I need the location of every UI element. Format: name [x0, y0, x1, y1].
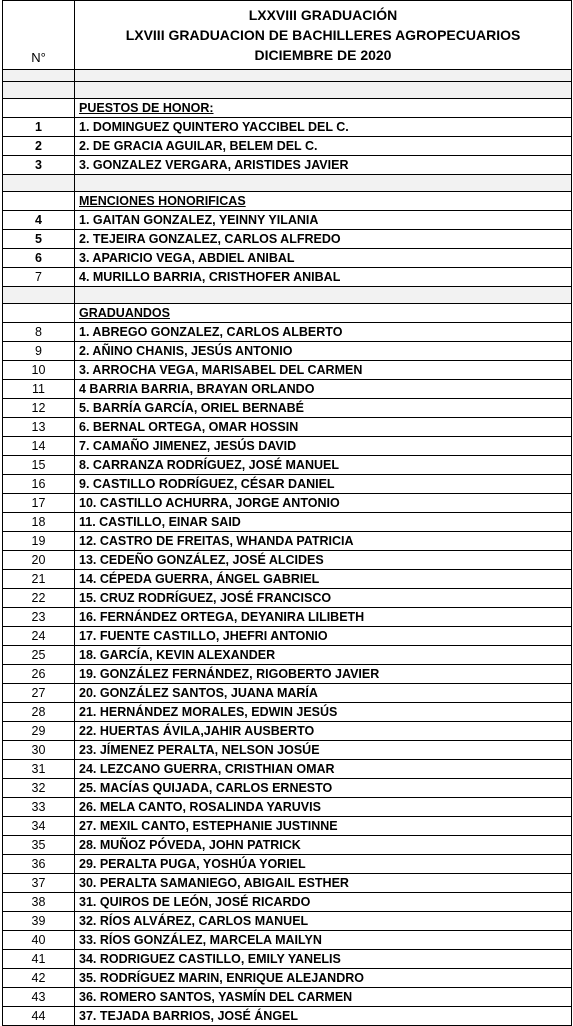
- row-number-cell[interactable]: 15: [3, 456, 75, 475]
- student-name-cell[interactable]: 13. CEDEÑO GONZÁLEZ, JOSÉ ALCIDES: [75, 551, 572, 570]
- table-row: [3, 268, 572, 287]
- table-row: [3, 931, 572, 950]
- student-name-cell[interactable]: 12. CASTRO DE FREITAS, WHANDA PATRICIA: [75, 532, 572, 551]
- row-number-cell[interactable]: 11: [3, 380, 75, 399]
- row-number-cell[interactable]: 8: [3, 323, 75, 342]
- table-row: [3, 399, 572, 418]
- row-number-cell[interactable]: 2: [3, 137, 75, 156]
- table-row: [3, 969, 572, 988]
- row-number-cell[interactable]: 41: [3, 950, 75, 969]
- title-line-3: DICIEMBRE DE 2020: [254, 47, 392, 63]
- row-number-cell[interactable]: 14: [3, 437, 75, 456]
- table-row: [3, 760, 572, 779]
- row-number-cell[interactable]: 20: [3, 551, 75, 570]
- student-name-cell[interactable]: 18. GARCÍA, KEVIN ALEXANDER: [75, 646, 572, 665]
- row-number-cell[interactable]: 23: [3, 608, 75, 627]
- student-name-cell[interactable]: 3. GONZALEZ VERGARA, ARISTIDES JAVIER: [75, 156, 572, 175]
- row-number-cell[interactable]: 19: [3, 532, 75, 551]
- row-number-cell[interactable]: 35: [3, 836, 75, 855]
- table-row: [3, 722, 572, 741]
- row-number-cell[interactable]: 12: [3, 399, 75, 418]
- header-row: [3, 1, 572, 70]
- row-number-cell[interactable]: 24: [3, 627, 75, 646]
- empty-cell[interactable]: [3, 175, 75, 192]
- row-number-cell[interactable]: 30: [3, 741, 75, 760]
- row-number-cell[interactable]: 21: [3, 570, 75, 589]
- table-row: [3, 608, 572, 627]
- table-row: [3, 779, 572, 798]
- table-row: [3, 230, 572, 249]
- row-number-cell[interactable]: 44: [3, 1007, 75, 1026]
- table-row: [3, 855, 572, 874]
- number-column-header[interactable]: N°: [3, 1, 75, 70]
- table-row: [3, 684, 572, 703]
- table-row: [3, 137, 572, 156]
- row-number-cell[interactable]: 16: [3, 475, 75, 494]
- student-name-cell[interactable]: 25. MACÍAS QUIJADA, CARLOS ERNESTO: [75, 779, 572, 798]
- row-number-cell[interactable]: 3: [3, 156, 75, 175]
- spacer-row: [3, 82, 572, 99]
- row-number-cell[interactable]: 26: [3, 665, 75, 684]
- student-name-cell[interactable]: 2. DE GRACIA AGUILAR, BELEM DEL C.: [75, 137, 572, 156]
- empty-cell[interactable]: [3, 99, 75, 118]
- student-name-cell[interactable]: 26. MELA CANTO, ROSALINDA YARUVIS: [75, 798, 572, 817]
- table-row: [3, 874, 572, 893]
- row-number-cell[interactable]: 6: [3, 249, 75, 268]
- table-row: [3, 912, 572, 931]
- row-number-cell[interactable]: 31: [3, 760, 75, 779]
- student-name-cell[interactable]: 33. RÍOS GONZÁLEZ, MARCELA MAILYN: [75, 931, 572, 950]
- row-number-cell[interactable]: 43: [3, 988, 75, 1007]
- table-row: [3, 950, 572, 969]
- title-cell[interactable]: [75, 1, 572, 70]
- empty-cell[interactable]: [75, 82, 572, 99]
- spacer-row: [3, 175, 572, 192]
- student-name-cell[interactable]: 35. RODRÍGUEZ MARIN, ENRIQUE ALEJANDRO: [75, 969, 572, 988]
- title-line-1: LXXVIII GRADUACIÓN: [248, 7, 398, 23]
- row-number-cell[interactable]: 42: [3, 969, 75, 988]
- row-number-cell[interactable]: 4: [3, 211, 75, 230]
- row-number-cell[interactable]: 34: [3, 817, 75, 836]
- student-name-cell[interactable]: 9. CASTILLO RODRÍGUEZ, CÉSAR DANIEL: [75, 475, 572, 494]
- row-number-cell[interactable]: 39: [3, 912, 75, 931]
- row-number-cell[interactable]: 38: [3, 893, 75, 912]
- row-number-cell[interactable]: 32: [3, 779, 75, 798]
- row-number-cell[interactable]: 33: [3, 798, 75, 817]
- row-number-cell[interactable]: 7: [3, 268, 75, 287]
- student-name-cell[interactable]: 28. MUÑOZ PÓVEDA, JOHN PATRICK: [75, 836, 572, 855]
- table-row: [3, 211, 572, 230]
- student-name-cell[interactable]: 3. ARROCHA VEGA, MARISABEL DEL CARMEN: [75, 361, 572, 380]
- table-row: [3, 418, 572, 437]
- graduation-table: [2, 0, 572, 1026]
- table-row: [3, 118, 572, 137]
- row-number-cell[interactable]: 18: [3, 513, 75, 532]
- section-heading-graduandos[interactable]: GRADUANDOS: [75, 304, 572, 323]
- table-row: [3, 893, 572, 912]
- student-name-cell[interactable]: 2. AÑINO CHANIS, JESÚS ANTONIO: [75, 342, 572, 361]
- student-name-cell[interactable]: 5. BARRÍA GARCÍA, ORIEL BERNABÉ: [75, 399, 572, 418]
- row-number-cell[interactable]: 1: [3, 118, 75, 137]
- table-row: [3, 323, 572, 342]
- student-name-cell[interactable]: 4 BARRIA BARRIA, BRAYAN ORLANDO: [75, 380, 572, 399]
- table-row: [3, 513, 572, 532]
- table-row: [3, 156, 572, 175]
- row-number-cell[interactable]: 29: [3, 722, 75, 741]
- empty-cell[interactable]: [75, 287, 572, 304]
- table-row: [3, 798, 572, 817]
- section-heading-menciones[interactable]: MENCIONES HONORIFICAS: [75, 192, 572, 211]
- student-name-cell[interactable]: 30. PERALTA SAMANIEGO, ABIGAIL ESTHER: [75, 874, 572, 893]
- table-row: [3, 249, 572, 268]
- row-number-cell[interactable]: 17: [3, 494, 75, 513]
- student-name-cell[interactable]: 7. CAMAÑO JIMENEZ, JESÚS DAVID: [75, 437, 572, 456]
- student-name-cell[interactable]: 15. CRUZ RODRÍGUEZ, JOSÉ FRANCISCO: [75, 589, 572, 608]
- student-name-cell[interactable]: 11. CASTILLO, EINAR SAID: [75, 513, 572, 532]
- empty-cell[interactable]: [75, 70, 572, 82]
- student-name-cell[interactable]: 3. APARICIO VEGA, ABDIEL ANIBAL: [75, 249, 572, 268]
- student-name-cell[interactable]: 1. DOMINGUEZ QUINTERO YACCIBEL DEL C.: [75, 118, 572, 137]
- empty-cell[interactable]: [3, 287, 75, 304]
- table-row: [3, 475, 572, 494]
- student-name-cell[interactable]: 37. TEJADA BARRIOS, JOSÉ ÁNGEL: [75, 1007, 572, 1026]
- table-row: [3, 494, 572, 513]
- student-name-cell[interactable]: 36. ROMERO SANTOS, YASMÍN DEL CARMEN: [75, 988, 572, 1007]
- empty-cell[interactable]: [3, 70, 75, 82]
- student-name-cell[interactable]: 21. HERNÁNDEZ MORALES, EDWIN JESÚS: [75, 703, 572, 722]
- empty-cell[interactable]: [3, 304, 75, 323]
- table-row: [3, 741, 572, 760]
- section-heading-honor[interactable]: PUESTOS DE HONOR:: [75, 99, 572, 118]
- spacer-row: [3, 70, 572, 82]
- student-name-cell[interactable]: 31. QUIROS DE LEÓN, JOSÉ RICARDO: [75, 893, 572, 912]
- table-row: [3, 551, 572, 570]
- section-honor-row: [3, 99, 572, 118]
- table-row: [3, 456, 572, 475]
- row-number-cell[interactable]: 27: [3, 684, 75, 703]
- student-name-cell[interactable]: 22. HUERTAS ÁVILA,JAHIR AUSBERTO: [75, 722, 572, 741]
- empty-cell[interactable]: [3, 192, 75, 211]
- table-row: [3, 988, 572, 1007]
- row-number-cell[interactable]: 25: [3, 646, 75, 665]
- table-row: [3, 665, 572, 684]
- table-row: [3, 836, 572, 855]
- student-name-cell[interactable]: 1. ABREGO GONZALEZ, CARLOS ALBERTO: [75, 323, 572, 342]
- student-name-cell[interactable]: 10. CASTILLO ACHURRA, JORGE ANTONIO: [75, 494, 572, 513]
- table-row: [3, 703, 572, 722]
- student-name-cell[interactable]: 20. GONZÁLEZ SANTOS, JUANA MARÍA: [75, 684, 572, 703]
- student-name-cell[interactable]: 16. FERNÁNDEZ ORTEGA, DEYANIRA LILIBETH: [75, 608, 572, 627]
- student-name-cell[interactable]: 1. GAITAN GONZALEZ, YEINNY YILANIA: [75, 211, 572, 230]
- row-number-cell[interactable]: 13: [3, 418, 75, 437]
- table-row: [3, 342, 572, 361]
- student-name-cell[interactable]: 23. JÍMENEZ PERALTA, NELSON JOSÚE: [75, 741, 572, 760]
- table-row: [3, 361, 572, 380]
- table-row: [3, 570, 572, 589]
- table-row: [3, 646, 572, 665]
- table-row: [3, 589, 572, 608]
- student-name-cell[interactable]: 17. FUENTE CASTILLO, JHEFRI ANTONIO: [75, 627, 572, 646]
- title-line-2: LXVIII GRADUACION DE BACHILLERES AGROPECUARIOS: [125, 27, 521, 43]
- student-name-cell[interactable]: 4. MURILLO BARRIA, CRISTHOFER ANIBAL: [75, 268, 572, 287]
- row-number-cell[interactable]: 22: [3, 589, 75, 608]
- row-number-cell[interactable]: 9: [3, 342, 75, 361]
- student-name-cell[interactable]: 34. RODRIGUEZ CASTILLO, EMILY YANELIS: [75, 950, 572, 969]
- table-row: [3, 380, 572, 399]
- row-number-cell[interactable]: 5: [3, 230, 75, 249]
- table-row: [3, 437, 572, 456]
- student-name-cell[interactable]: 27. MEXIL CANTO, ESTEPHANIE JUSTINNE: [75, 817, 572, 836]
- empty-cell[interactable]: [3, 82, 75, 99]
- empty-cell[interactable]: [75, 175, 572, 192]
- table-row: [3, 1007, 572, 1026]
- row-number-cell[interactable]: 10: [3, 361, 75, 380]
- student-name-cell[interactable]: 2. TEJEIRA GONZALEZ, CARLOS ALFREDO: [75, 230, 572, 249]
- row-number-cell[interactable]: 28: [3, 703, 75, 722]
- student-name-cell[interactable]: 24. LEZCANO GUERRA, CRISTHIAN OMAR: [75, 760, 572, 779]
- table-row: [3, 627, 572, 646]
- row-number-cell[interactable]: 40: [3, 931, 75, 950]
- section-heading-menciones-row: [3, 192, 572, 211]
- student-name-cell[interactable]: 8. CARRANZA RODRÍGUEZ, JOSÉ MANUEL: [75, 456, 572, 475]
- spacer-row: [3, 287, 572, 304]
- student-name-cell[interactable]: 19. GONZÁLEZ FERNÁNDEZ, RIGOBERTO JAVIER: [75, 665, 572, 684]
- table-row: [3, 817, 572, 836]
- row-number-cell[interactable]: 37: [3, 874, 75, 893]
- student-name-cell[interactable]: 6. BERNAL ORTEGA, OMAR HOSSIN: [75, 418, 572, 437]
- table-row: [3, 532, 572, 551]
- student-name-cell[interactable]: 29. PERALTA PUGA, YOSHÚA YORIEL: [75, 855, 572, 874]
- student-name-cell[interactable]: 32. RÍOS ALVÁREZ, CARLOS MANUEL: [75, 912, 572, 931]
- student-name-cell[interactable]: 14. CÉPEDA GUERRA, ÁNGEL GABRIEL: [75, 570, 572, 589]
- row-number-cell[interactable]: 36: [3, 855, 75, 874]
- section-heading-graduandos-row: [3, 304, 572, 323]
